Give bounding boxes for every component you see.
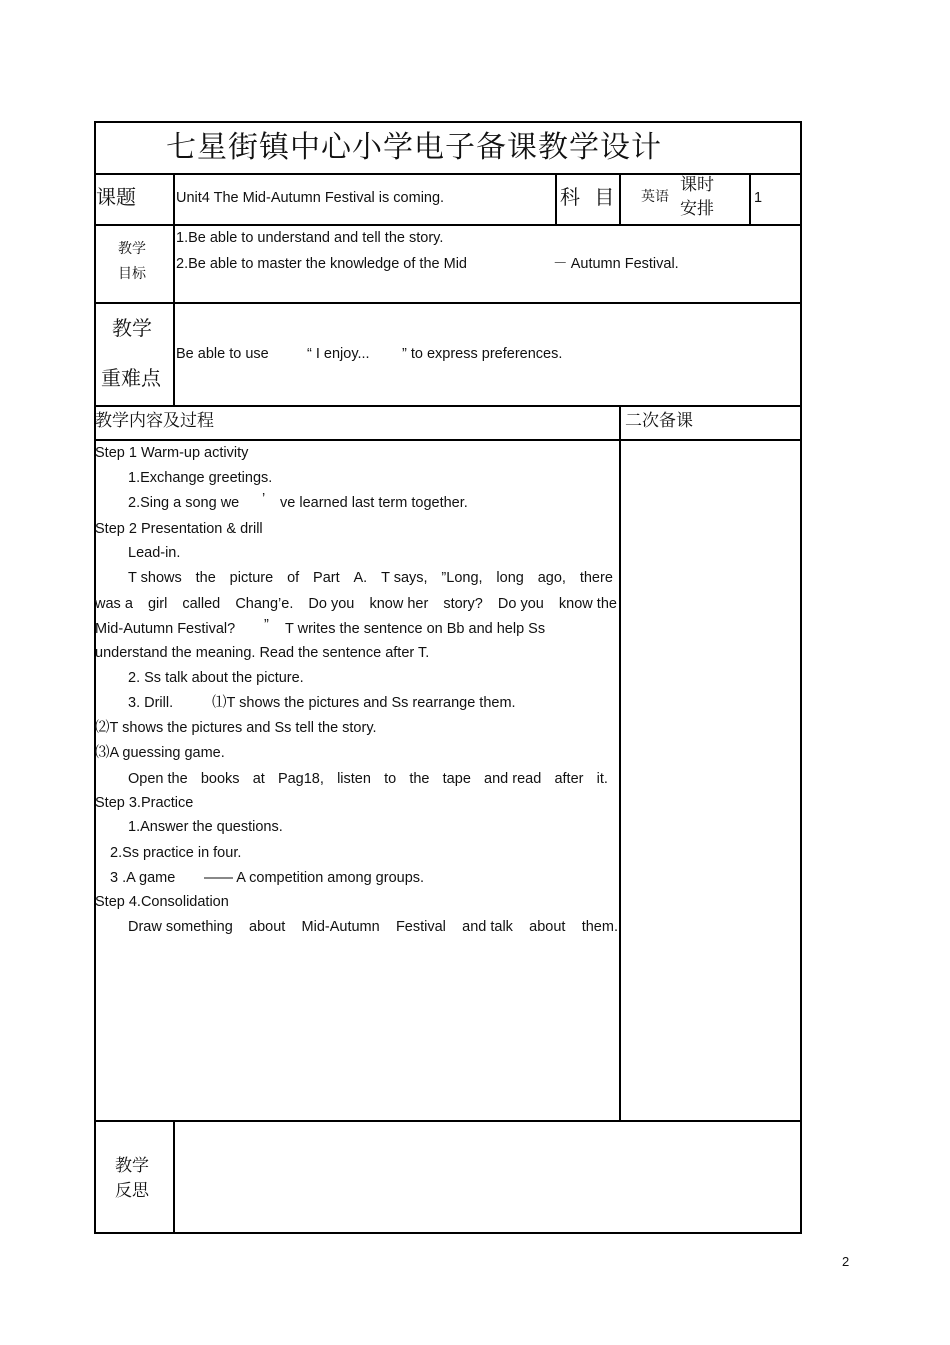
keypoints-label-1: 教学 xyxy=(112,316,152,340)
word: know her xyxy=(369,596,429,612)
word: was a xyxy=(95,596,133,612)
step4-item xyxy=(128,920,618,935)
word: and talk xyxy=(462,919,513,935)
step3-item2: 2.Ss practice in four. xyxy=(110,845,242,861)
divider xyxy=(94,302,802,304)
page-number: 2 xyxy=(842,1254,850,1269)
divider xyxy=(94,224,802,226)
divider xyxy=(749,173,751,225)
divider xyxy=(619,173,621,225)
step3-item3a: 3 .A game xyxy=(110,870,176,886)
word: Do you xyxy=(308,596,355,612)
word: to xyxy=(384,771,397,787)
step2-paragraph-line-2 xyxy=(95,597,617,612)
step3-item3b: —— A competition among groups. xyxy=(204,870,425,886)
word: picture xyxy=(229,570,274,586)
subject-value: 英语 xyxy=(641,189,669,205)
word: Pag18, xyxy=(277,771,324,787)
word: girl xyxy=(147,596,168,612)
word: and read xyxy=(484,771,542,787)
period-label-2: 安排 xyxy=(680,199,714,219)
objective-line-2a: 2.Be able to master the knowledge of the Mid xyxy=(176,256,467,272)
divider xyxy=(94,1120,802,1122)
word: the xyxy=(409,771,430,787)
divider xyxy=(173,1120,175,1234)
step2-paragraph-line-3c: T writes the sentence on Bb and help Ss xyxy=(285,621,546,637)
subject-label: 科 目 xyxy=(560,185,619,209)
word: it. xyxy=(596,771,608,787)
objectives-label-1: 教学 xyxy=(118,241,146,257)
word: ago, xyxy=(537,570,566,586)
word: A. xyxy=(353,570,368,586)
objective-line-2b: － Autumn Festival. xyxy=(553,256,679,272)
word: Draw something xyxy=(128,919,233,935)
step1-item2c: ve learned last term together. xyxy=(280,495,468,511)
word: the xyxy=(195,570,216,586)
word: long xyxy=(496,570,524,586)
step2-paragraph-line-4: understand the meaning. Read the sentence after T. xyxy=(95,645,430,661)
divider xyxy=(173,173,175,406)
page-title: 七星街镇中心小学电子备课教学设计 xyxy=(166,130,662,165)
step2-item3a: 3. Drill. xyxy=(128,695,174,711)
step2-paragraph-line-3b: ” xyxy=(264,617,269,633)
word: of xyxy=(287,570,300,586)
word: at xyxy=(252,771,265,787)
period-label-1: 课时 xyxy=(680,175,714,195)
step2-paragraph-line-3a: Mid-Autumn Festival? xyxy=(95,621,236,637)
word: Part xyxy=(313,570,340,586)
word: story? xyxy=(443,596,483,612)
topic-label: 课题 xyxy=(96,185,136,209)
word: called xyxy=(182,596,221,612)
divider xyxy=(94,405,802,407)
word: about xyxy=(249,919,286,935)
process-header-right: 二次备课 xyxy=(625,411,693,431)
step3-heading: Step 3.Practice xyxy=(95,795,194,811)
word: T shows xyxy=(128,570,182,586)
process-header-left: 教学内容及过程 xyxy=(95,411,214,431)
step2-item2: 2. Ss talk about the picture. xyxy=(128,670,304,686)
step2-paragraph-line-1 xyxy=(128,571,613,586)
word: Open the xyxy=(128,771,188,787)
step3-item1: 1.Answer the questions. xyxy=(128,819,283,835)
word: Do you xyxy=(497,596,544,612)
word: Chang’e. xyxy=(235,596,294,612)
word: after xyxy=(554,771,584,787)
objective-line-1: 1.Be able to understand and tell the story. xyxy=(176,230,444,246)
word: listen xyxy=(337,771,371,787)
word: books xyxy=(200,771,240,787)
keypoints-label-2: 重难点 xyxy=(101,366,161,390)
step2-heading: Step 2 Presentation & drill xyxy=(95,521,263,537)
reflection-label-2: 反思 xyxy=(115,1181,149,1201)
divider xyxy=(555,173,557,225)
keypoints-text-b: “ I enjoy... xyxy=(307,346,370,362)
word: ”Long, xyxy=(441,570,483,586)
word: Festival xyxy=(395,919,446,935)
word: there xyxy=(579,570,613,586)
step1-heading: Step 1 Warm-up activity xyxy=(95,445,249,461)
period-value: 1 xyxy=(754,190,763,206)
step1-item2b: ’ xyxy=(262,491,266,507)
step2-leadin: Lead-in. xyxy=(128,545,181,561)
step1-item2a: 2.Sing a song we xyxy=(128,495,240,511)
word: them. xyxy=(581,919,618,935)
topic-value: Unit4 The Mid-Autumn Festival is coming. xyxy=(176,190,445,206)
word: know the xyxy=(558,596,617,612)
step2-item3c: ⑵T shows the pictures and Ss tell the story. xyxy=(95,720,377,736)
word: T says, xyxy=(381,570,428,586)
step4-heading: Step 4.Consolidation xyxy=(95,894,229,910)
word: tape xyxy=(442,771,471,787)
step2-open-books xyxy=(128,772,608,787)
keypoints-text-a: Be able to use xyxy=(176,346,269,362)
word: about xyxy=(529,919,566,935)
keypoints-text-c: ” to express preferences. xyxy=(402,346,563,362)
divider xyxy=(94,439,802,441)
word: Mid-Autumn xyxy=(301,919,380,935)
divider xyxy=(619,405,621,1121)
step2-item3d: ⑶A guessing game. xyxy=(95,745,225,761)
step2-item3b: ⑴T shows the pictures and Ss rearrange them. xyxy=(212,695,516,711)
objectives-label-2: 目标 xyxy=(118,266,146,282)
step1-item1: 1.Exchange greetings. xyxy=(128,470,273,486)
reflection-label-1: 教学 xyxy=(115,1156,149,1176)
